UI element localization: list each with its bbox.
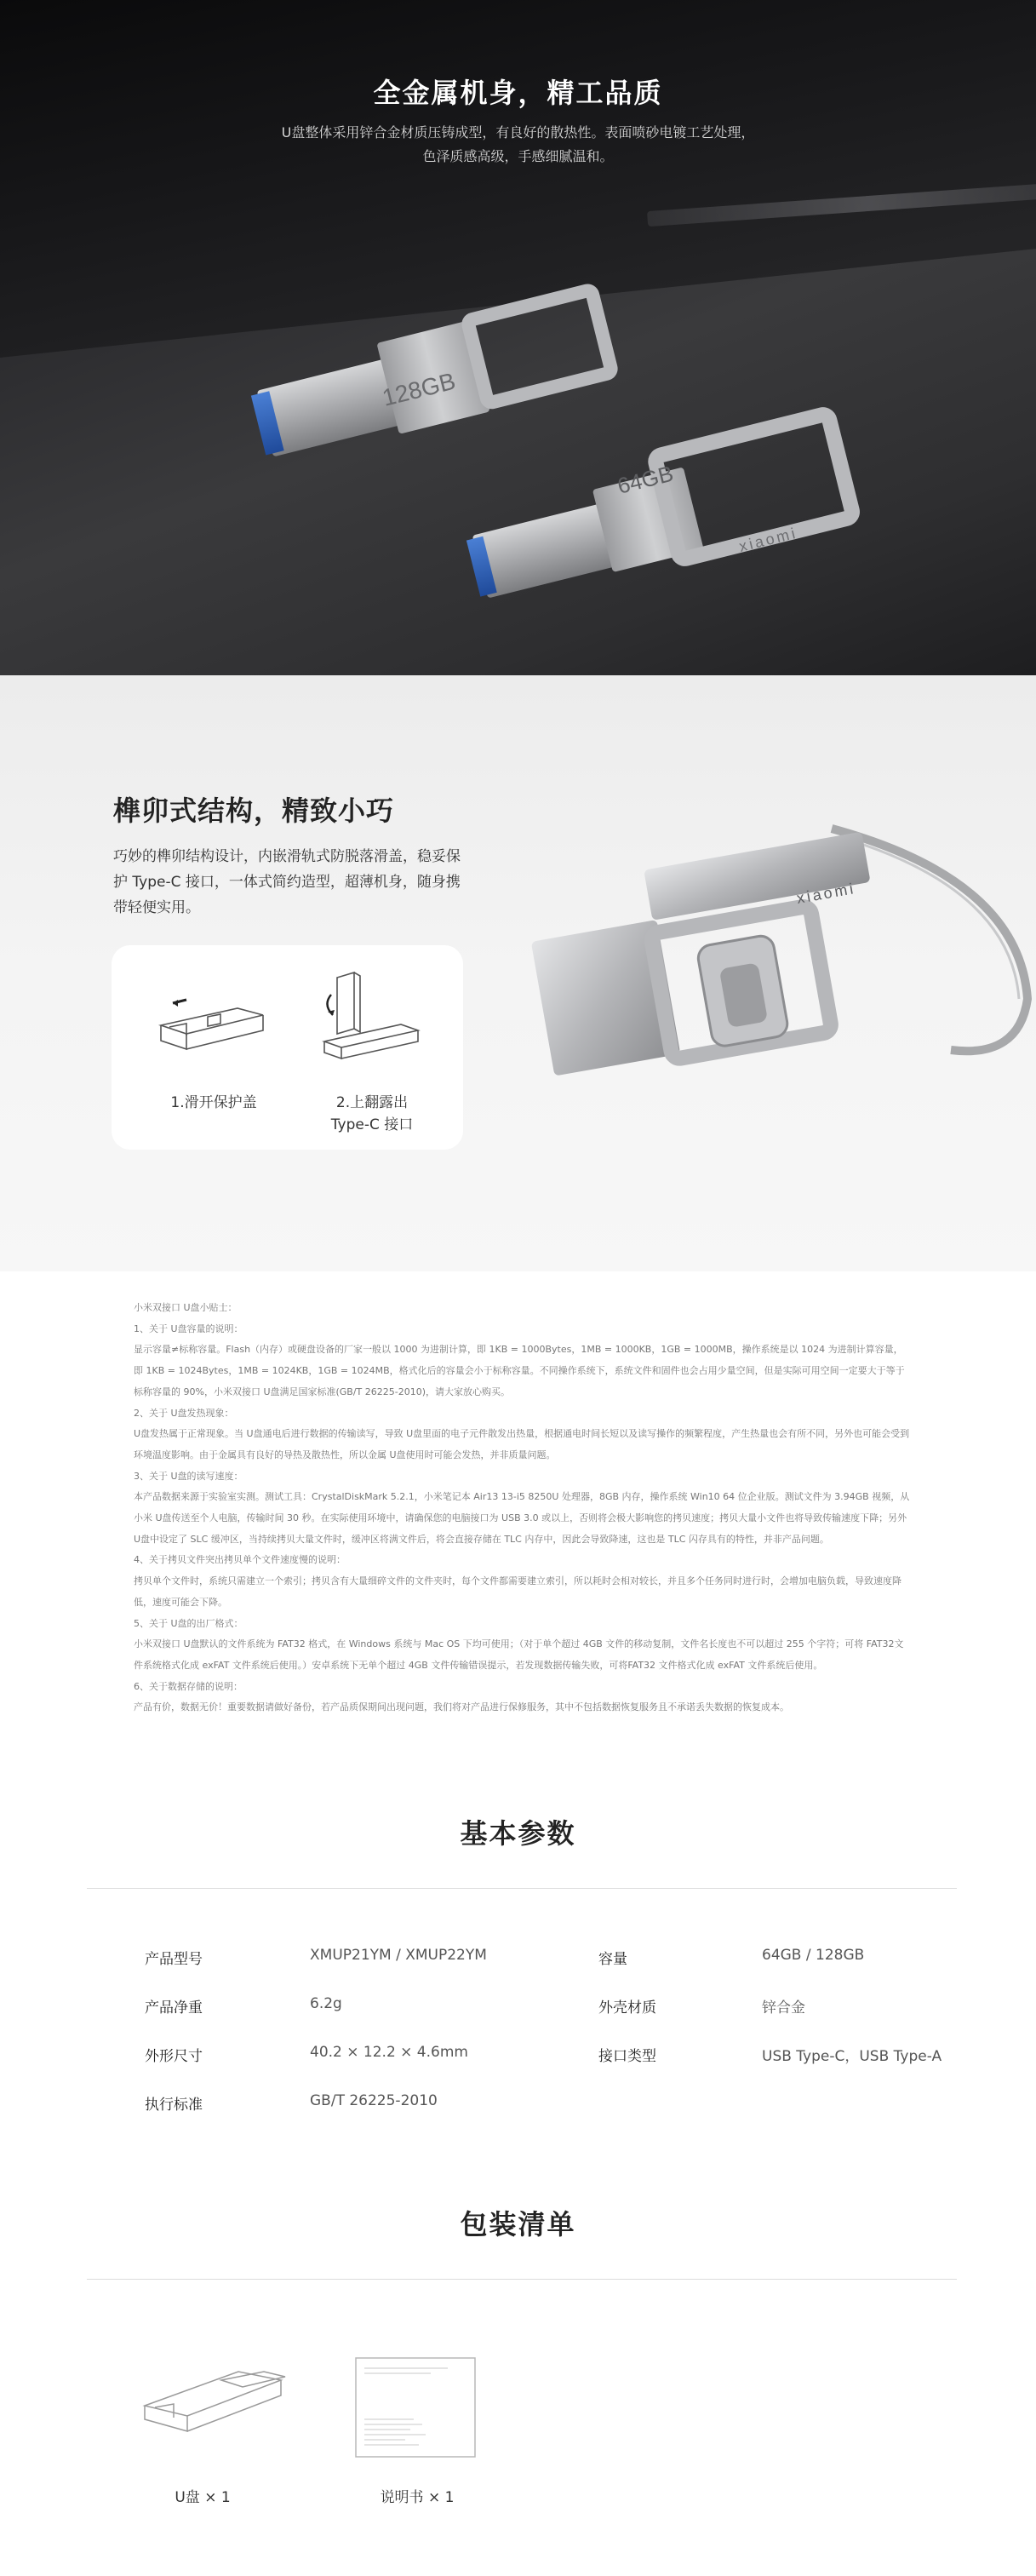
notes-item-5-body: 小米双接口 U盘默认的文件系统为 FAT32 格式，在 Windows 系统与 Mac OS 下均可使用；（对于单个超过 4GB 文件的移动复制，文件名长度也不可以超过 255 个字符；可将 FAT32文件系统格式化成 exFAT 文件系统后使用。）安卓系统下无单个超过 4GB 文件传输错误提示，若发现数据传输失败，可将FAT32 文件格式化成 exFAT 文件系统后使用。: [134, 1638, 904, 1671]
param-label: 执行标准: [145, 2097, 203, 2114]
param-label: 接口类型: [598, 2048, 656, 2065]
step2-label-line2: Type-C 接口: [330, 1116, 414, 1133]
param-label: 外形尺寸: [145, 2048, 203, 2065]
steps-card: [112, 945, 463, 1150]
package-item-manual-label: 说明书 × 1: [380, 2489, 455, 2506]
notes-heading: 小米双接口 U盘小贴士：: [134, 1302, 238, 1313]
param-value: 40.2 × 12.2 × 4.6mm: [310, 2044, 468, 2061]
package-divider: [87, 2279, 957, 2280]
keyring-drive-brand-label: xiaomi: [795, 880, 857, 907]
package-item-usb-label: U盘 × 1: [175, 2489, 231, 2506]
hero-desc-line2: 色泽质感高级，手感细腻温和。: [422, 148, 614, 164]
hero-title: 全金属机身，精工品质: [373, 77, 663, 109]
param-label: 产品型号: [145, 1951, 203, 1968]
notes-item-1-body: 显示容量≠标称容量。Flash（内存）或硬盘设备的厂家一般以 1000 为进制计算，即 1KB = 1000Bytes，1MB = 1000KB，1GB = 1000MB，操作系统是以 1024 为进制计算容量，即 1KB = 1024Bytes，1MB = 1024KB，1GB = 1024MB，格式化后的容量会小于标称容量。不同操作系统下，系统文件和固件也会占用少量空间，但是实际可用空间一定要大于等于标称容量的 90%，小米双接口 U盘满足国家标准(GB/T 26225-2010)，请大家放心购买。: [134, 1344, 905, 1397]
hero-desc-line1: U盘整体采用锌合金材质压铸成型，有良好的散热性。表面喷砂电镀工艺处理，: [281, 124, 755, 141]
notes-item-5-title: 5、关于 U盘的出厂格式：: [134, 1617, 243, 1629]
notes-item-3-title: 3、关于 U盘的读写速度：: [134, 1470, 243, 1482]
package-usb-drive-image: [136, 2355, 306, 2448]
package-manual-image: [354, 2356, 482, 2463]
usb-drive-typec-keyring-image: [474, 777, 1036, 1220]
hero-section: [0, 0, 1036, 675]
usage-notes: [134, 1298, 910, 1718]
param-value: 6.2g: [310, 1995, 342, 2012]
step1-label: 1.滑开保护盖: [170, 1094, 257, 1111]
notes-item-2-title: 2、关于 U盘发热现象：: [134, 1407, 234, 1419]
slide-cover-illustration: [135, 974, 289, 1076]
step2-label-line1: 2.上翻露出: [335, 1094, 409, 1111]
notes-item-2-body: U盘发热属于正常现象。当 U盘通电后进行数据的传输读写，导致 U盘里面的电子元件散发出热量，根据通电时间长短以及读写操作的频繁程度，产生热量也会有所不同，另外也可能会受到环境温度影响。由于金属具有良好的导热及散热性，所以金属 U盘使用时可能会发热，并非质量问题。: [134, 1428, 910, 1460]
structure-title: 榫卯式结构，精致小巧: [113, 795, 395, 827]
param-label: 外壳材质: [598, 1999, 656, 2017]
notes-item-3-body: 本产品数据来源于实验室实测。测试工具：CrystalDiskMark 5.2.1，小米笔记本 Air13 13-i5 8250U 处理器，8GB 内存，操作系统 Win10 64 位企业版。测试文件为 3.94GB 视频，从小米 U盘传送至个人电脑，传输时间 30 秒。在实际使用环境中，请确保您的电脑接口为 USB 3.0 或以上，否则将会极大影响您的拷贝速度；拷贝大量小文件也将导致传输速度下降；另外 U盘中设定了 SLC 缓冲区，当持续拷贝大量文件时，缓冲区将满文件后，将会直接存储在 TLC 内存中，因此会导致降速，这也是 TLC 闪存具有的特性，并非产品问题。: [134, 1491, 910, 1545]
param-value: XMUP21YM / XMUP22YM: [310, 1947, 487, 1964]
drive2-capacity-label: 64GB: [615, 460, 676, 499]
param-value: GB/T 26225-2010: [310, 2092, 438, 2109]
package-title: 包装清单: [460, 2208, 576, 2240]
structure-description: 巧妙的榫卯结构设计，内嵌滑轨式防脱落滑盖，稳妥保护 Type-C 接口，一体式简约造型，超薄机身，随身携带轻便实用。: [113, 848, 461, 916]
params-title: 基本参数: [460, 1817, 576, 1850]
structure-section: [0, 675, 1036, 1271]
param-value: USB Type-C，USB Type-A: [762, 2048, 942, 2065]
param-value: 64GB / 128GB: [762, 1947, 865, 1964]
drive2-brand-label: xiaomi: [737, 524, 799, 555]
usb-drive-128gb-image: [0, 0, 1036, 675]
param-value: 锌合金: [762, 1999, 805, 2017]
param-label: 产品净重: [145, 1999, 203, 2017]
step2-label: [312, 1092, 432, 1136]
notes-item-1-title: 1、关于 U盘容量的说明：: [134, 1322, 243, 1334]
params-divider: [87, 1888, 957, 1889]
notes-item-6-body: 产品有价，数据无价！重要数据请做好备份，若产品质保期间出现问题，我们将对产品进行保修服务，其中不包括数据恢复服务且不承诺丢失数据的恢复成本。: [134, 1701, 789, 1713]
flip-typec-illustration: [307, 961, 435, 1088]
notes-item-4-title: 4、关于拷贝文件突出拷贝单个文件速度慢的说明：: [134, 1554, 346, 1566]
notes-item-6-title: 6、关于数据存储的说明：: [134, 1680, 243, 1692]
notes-item-4-body: 拷贝单个文件时，系统只需建立一个索引；拷贝含有大量细碎文件的文件夹时，每个文件都需要建立索引，所以耗时会相对较长，并且多个任务同时进行时，会增加电脑负载，导致速度降低，速度可能会下降。: [134, 1575, 901, 1608]
drive1-capacity-label: 128GB: [379, 367, 459, 411]
param-label: 容量: [598, 1951, 627, 1968]
